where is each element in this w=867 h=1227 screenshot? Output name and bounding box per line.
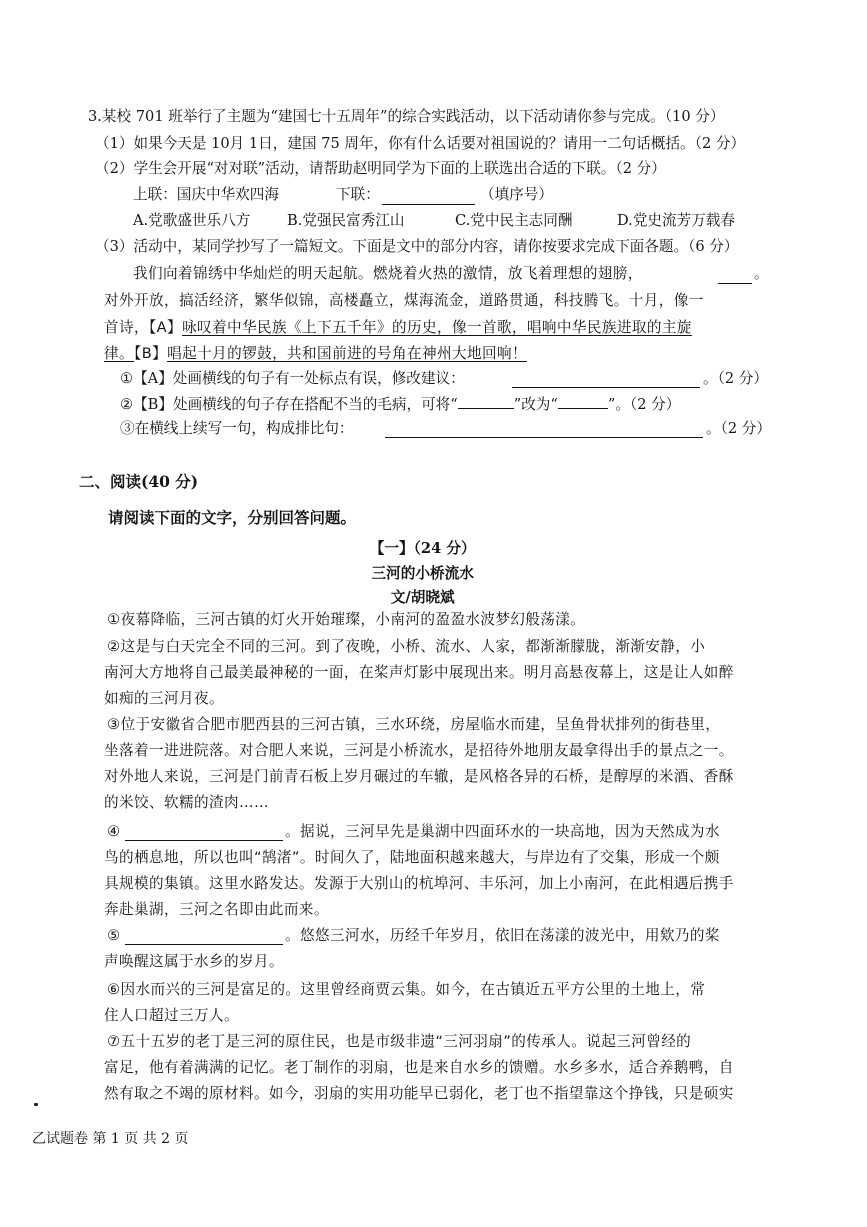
sub3-score: 。（2 分）	[706, 420, 771, 437]
sub2-text-b: ”改为“	[513, 396, 558, 413]
couplet-upper: 上联：国庆中华欢四海	[133, 186, 279, 203]
q3-stem: 3.某校 701 班举行了主题为“建国七十五周年”的综合实践活动，以下活动请你参与完成。（10 分）	[88, 108, 725, 125]
article-p2-l1: ②这是与白天完全不同的三河。到了夜晚，小桥、流水、人家，都渐渐朦胧，渐渐安静，小	[107, 638, 706, 655]
sub3-answer-blank[interactable]	[385, 437, 703, 438]
part-label: 【一】（24 分）	[369, 539, 476, 557]
passage-line-1: 我们向着锦绣中华灿烂的明天起航。燃烧着火热的激情，放飞着理想的翅膀，	[133, 265, 643, 282]
passage-line-3	[104, 318, 692, 338]
passage-underlined-a: 咏叹着中华民族《上下五千年》的历史，像一首歌，唱响中华民族进取的主旋	[182, 319, 692, 336]
sub-question-1: ①【A】处画横线的句子有一处标点有误，修改建议：	[120, 370, 465, 387]
page-footer: 乙试题卷 第 1 页 共 2 页	[32, 1131, 189, 1147]
couplet-answer-blank[interactable]	[382, 204, 475, 205]
sub1-score: 。（2 分）	[703, 370, 768, 387]
sub-question-3: ③在横线上续写一句，构成排比句：	[120, 420, 354, 437]
reading-instruction: 请阅读下面的文字，分别回答问题。	[108, 508, 357, 527]
article-title: 三河的小桥流水	[371, 564, 474, 582]
q3-part1: （1）如果今天是 10月 1日，建国 75 周年，你有什么话要对祖国说的？请用一二句话概括。（2 分）	[95, 135, 746, 152]
article-p2-l2: 南河大方地将自己最美最神秘的一面，在桨声灯影中展现出来。明月高悬夜幕上，这是让人如醉	[104, 664, 734, 681]
option-a: A.党歌盛世乐八方	[133, 212, 251, 229]
article-p5-l1: 。悠悠三河水，历经千年岁月，依旧在荡漾的波光中，用欸乃的桨	[285, 927, 720, 944]
article-p5-number: ⑤	[107, 927, 121, 944]
sub1-answer-blank[interactable]	[512, 387, 700, 388]
sub2-blank-1[interactable]	[458, 394, 514, 409]
article-p3-l4: 的米饺、软糯的渣肉……	[104, 794, 269, 811]
sub-question-2	[120, 394, 680, 415]
scan-speck	[34, 1103, 38, 1106]
passage-line-2: 对外开放，搞活经济，繁华似锦，高楼矗立，煤海流金，道路贯通，科技腾飞。十月，像一	[104, 292, 704, 309]
sub2-blank-2[interactable]	[558, 394, 608, 409]
article-p4-l1: 。据说，三河早先是巢湖中四面环水的一块高地，因为天然成为水	[285, 823, 720, 840]
p4-answer-blank[interactable]	[125, 840, 283, 841]
couplet-lower-label: 下联：	[336, 186, 380, 203]
article-author: 文/胡晓斌	[390, 588, 455, 606]
article-p6-l1: ⑥因水而兴的三河是富足的。这里曾经商贾云集。如今，在古镇近五平方公里的土地上，常	[107, 981, 706, 998]
passage-line-4	[104, 344, 527, 364]
option-d: D.党史流芳万载春	[617, 212, 735, 229]
article-p3-l1: ③位于安徽省合肥市肥西县的三河古镇，三水环绕，房屋临水而建，呈鱼骨状排列的街巷里，	[107, 716, 721, 733]
article-p7-l3: 然有取之不竭的原材料。如今，羽扇的实用功能早已弱化，老丁也不指望靠这个挣钱，只是硕实	[104, 1085, 734, 1102]
passage-underlined-b: 唱起十月的锣鼓，共和国前进的号角在神州大地回响！	[167, 345, 527, 362]
option-b: B.党强民富秀江山	[287, 212, 405, 229]
q3-part2: （2）学生会开展“对对联”活动，请帮助赵明同学为下面的上联选出合适的下联。（2 分）	[95, 160, 666, 177]
article-p7-l1: ⑦五十五岁的老丁是三河的原住民，也是市级非遗“三河羽扇”的传承人。说起三河曾经的	[107, 1033, 692, 1050]
p5-answer-blank[interactable]	[125, 944, 283, 945]
sub2-text-c: ”。（2 分）	[607, 396, 681, 413]
passage-blank[interactable]	[718, 283, 752, 284]
article-p4-l4: 奔赴巢湖，三河之名即由此而来。	[104, 901, 329, 918]
article-p3-l2: 坐落着一进进院落。对合肥人来说，三河是小桥流水，是招待外地朋友最拿得出手的景点之一。	[104, 742, 734, 759]
article-p7-l2: 富足，他有着满满的记忆。老丁制作的羽扇，也是来自水乡的馈赠。水乡多水，适合养鹅鸭，自	[104, 1059, 734, 1076]
article-p1: ①夜幕降临，三河古镇的灯火开始璀璨，小南河的盈盈水波梦幻般荡漾。	[107, 611, 586, 628]
article-p4-number: ④	[107, 823, 121, 840]
article-p6-l2: 住人口超过三万人。	[104, 1007, 239, 1024]
section-heading: 二、阅读(40 分)	[79, 472, 199, 491]
sub2-text-a: ②【B】处画横线的句子存在搭配不当的毛病，可将“	[120, 396, 458, 413]
article-p3-l3: 对外地人来说，三河是门前青石板上岁月碾过的车辙，是风格各异的石桥，是醇厚的米酒、香酥	[104, 768, 734, 785]
fill-hint: （填序号）	[480, 186, 553, 203]
q3-part3: （3）活动中，某同学抄写了一篇短文。下面是文中的部分内容，请你按要求完成下面各题。（6 分）	[95, 238, 739, 255]
option-c: C.党中民主志同酬	[455, 212, 573, 229]
passage-underlined-a-end: 律。	[104, 345, 134, 362]
passage-mark-b: 【B】	[134, 345, 168, 362]
article-p4-l2: 鸟的栖息地，所以也叫“鹄渚”。时间久了，陆地面积越来越大，与岸边有了交集，形成一个颇	[104, 849, 720, 866]
article-p4-l3: 具规模的集镇。这里水路发达。发源于大别山的杭埠河、丰乐河，加上小南河，在此相遇后携手	[104, 875, 734, 892]
passage-line-1-end: 。	[754, 265, 769, 282]
article-p2-l3: 如痴的三河月夜。	[104, 690, 224, 707]
passage-mark-a: 首诗，【A】	[104, 319, 183, 336]
article-p5-l2: 声唤醒这属于水乡的岁月。	[104, 953, 284, 970]
